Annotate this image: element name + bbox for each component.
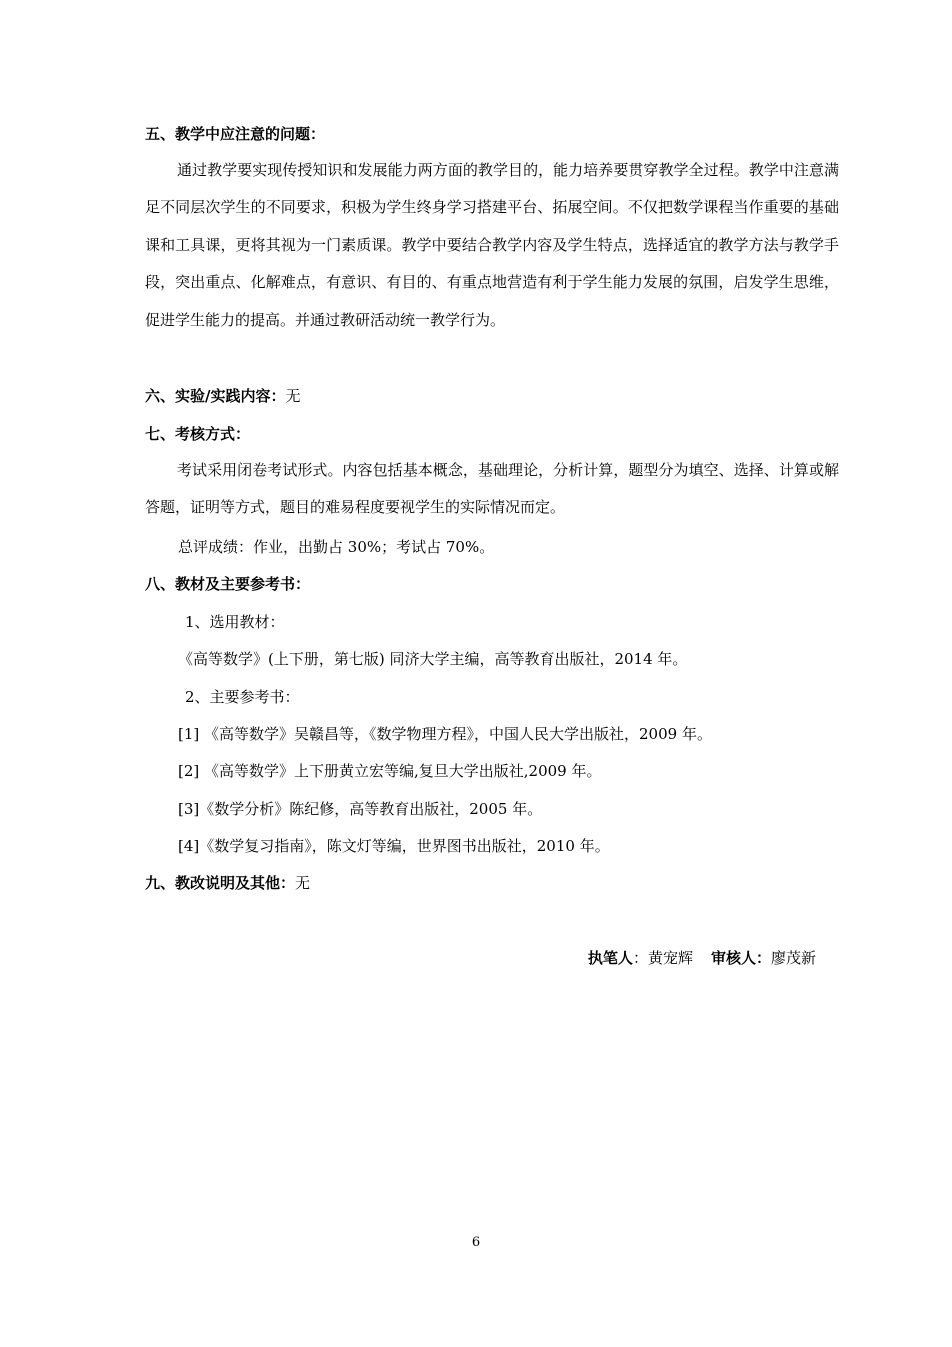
section-5-heading: 五、教学中应注意的问题： (145, 125, 326, 143)
signature-line (588, 948, 816, 968)
section-6-label: 六、实验/实践内容： (145, 387, 286, 405)
section-7-paragraph: 考试采用闭卷考试形式。内容包括基本概念，基础理论，分析计算，题型分为填空、选择、计算或解答题，证明等方式，题目的难易程度要视学生的实际情况而定。 (145, 461, 839, 517)
section-8-heading: 八、教材及主要参考书： (145, 575, 311, 593)
author-label: 执笔人 (587, 949, 633, 967)
author-name: 黄宠辉 (647, 949, 693, 967)
section-6-heading (145, 386, 301, 406)
reference-item-1: [1] 《高等数学》吴赣昌等，《数学物理方程》，中国人民大学出版社，2009 年。 (178, 725, 712, 743)
section-7-grading: 总评成绩：作业，出勤占 30%；考试占 70%。 (178, 538, 495, 556)
author-separator: ： (632, 949, 648, 967)
section-5-paragraph: 通过教学要实现传授知识和发展能力两方面的教学目的，能力培养要贯穿教学全过程。教学中注意满足不同层次学生的不同要求，积极为学生终身学习搭建平台、拓展空间。不仅把数学课程当作重要的基础课和工具课，更将其视为一门素质课。教学中要结合教学内容及学生特点，选择适宜的教学方法与教学手段，突出重点、化解难点，有意识、有目的、有重点地营造有利于学生能力发展的氛围，启发学生思维，促进学生能力的提高。并通过教研活动统一教学行为。 (145, 161, 839, 329)
reference-item-3: [3]《数学分析》陈纪修，高等教育出版社，2005 年。 (178, 800, 543, 818)
textbook-label: 1、选用教材： (185, 613, 285, 631)
reviewer-label: 审核人： (710, 949, 771, 967)
textbook-entry: 《高等数学》(上下册，第七版) 同济大学主编，高等教育出版社，2014 年。 (178, 650, 688, 668)
section-9-heading (145, 873, 310, 893)
section-9-label: 九、教改说明及其他： (145, 874, 296, 892)
section-9-value: 无 (295, 874, 311, 892)
section-7-heading: 七、考核方式： (145, 425, 251, 443)
references-label: 2、主要参考书： (185, 688, 300, 706)
reviewer-name: 廖茂新 (770, 949, 816, 967)
reference-item-2: [2] 《高等数学》上下册黄立宏等编,复旦大学出版社,2009 年。 (178, 762, 602, 780)
section-6-value: 无 (285, 387, 301, 405)
reference-item-4: [4]《数学复习指南》，陈文灯等编，世界图书出版社，2010 年。 (178, 837, 610, 855)
page-number: 6 (471, 1235, 481, 1250)
